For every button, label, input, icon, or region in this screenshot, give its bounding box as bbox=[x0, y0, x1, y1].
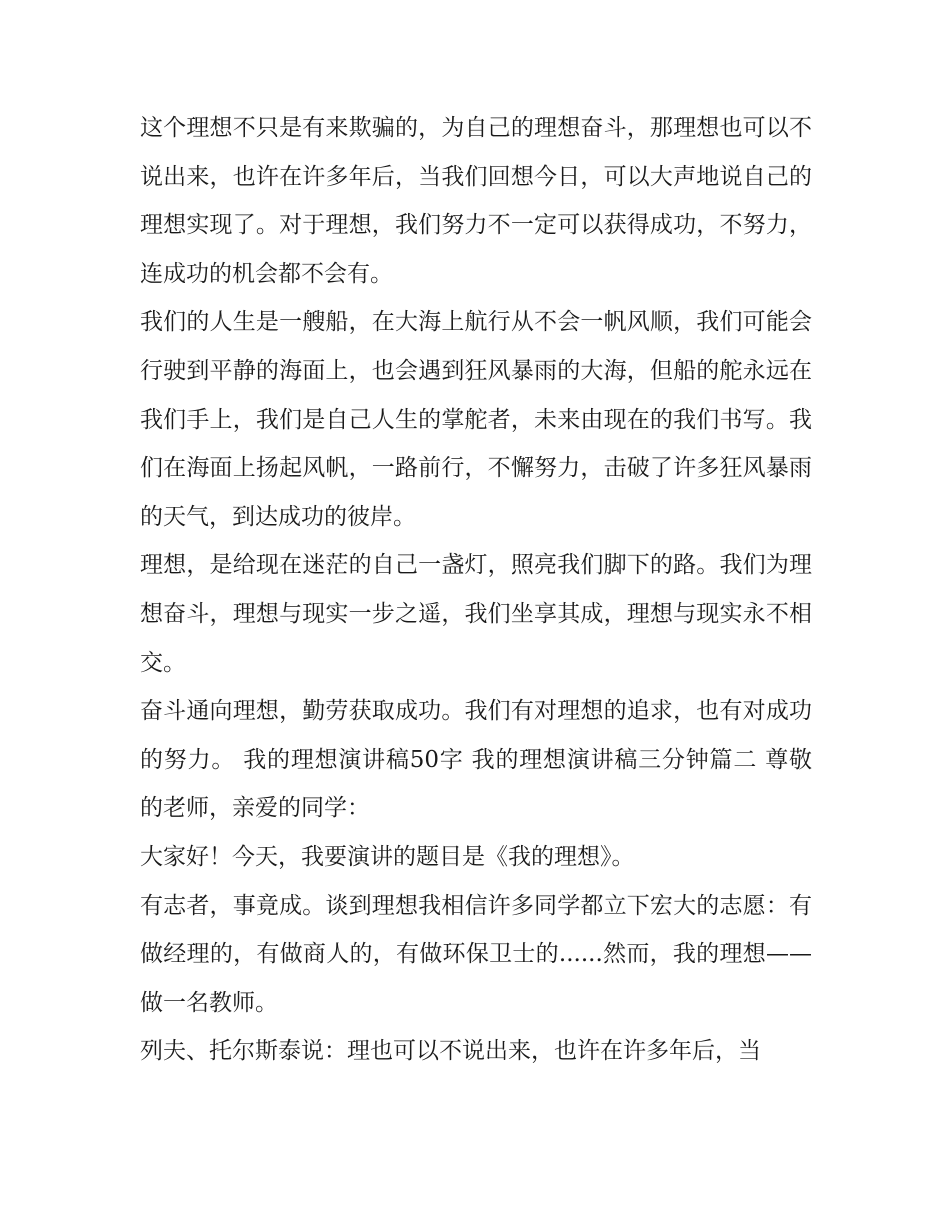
paragraph: 大家好！今天，我要演讲的题目是《我的理想》。 bbox=[140, 843, 635, 870]
document-body bbox=[140, 104, 812, 1076]
paragraph: 我们的人生是一艘船，在大海上航行从不会一帆风顺，我们可能会行驶到平静的海面上，也会遇到狂风暴雨的大海，但船的舵永远在我们手上，我们是自己人生的掌舵者，未来由现在的我们书写。我们在海面上扬起风帆，一路前行，不懈努力，击破了许多狂风暴雨的天气，到达成功的彼岸。 bbox=[140, 309, 812, 530]
paragraph: 有志者，事竟成。谈到理想我相信许多同学都立下宏大的志愿：有做经理的，有做商人的，有做环保卫士的......然而，我的理想——做一名教师。 bbox=[140, 892, 812, 1016]
paragraph: 理想，是给现在迷茫的自己一盏灯，照亮我们脚下的路。我们为理想奋斗，理想与现实一步之遥，我们坐享其成，理想与现实永不相交。 bbox=[140, 552, 812, 676]
paragraph: 列夫、托尔斯泰说：理也可以不说出来，也许在许多年后，当 bbox=[140, 1038, 761, 1065]
paragraph: 这个理想不只是有来欺骗的，为自己的理想奋斗，那理想也可以不说出来，也许在许多年后，当我们回想今日，可以大声地说自己的理想实现了。对于理想，我们努力不一定可以获得成功，不努力，连成功的机会都不会有。 bbox=[140, 115, 812, 287]
paragraph: 奋斗通向理想，勤劳获取成功。我们有对理想的追求，也有对成功的努力。 我的理想演讲稿50字 我的理想演讲稿三分钟篇二 尊敬的老师，亲爱的同学： bbox=[140, 698, 812, 822]
